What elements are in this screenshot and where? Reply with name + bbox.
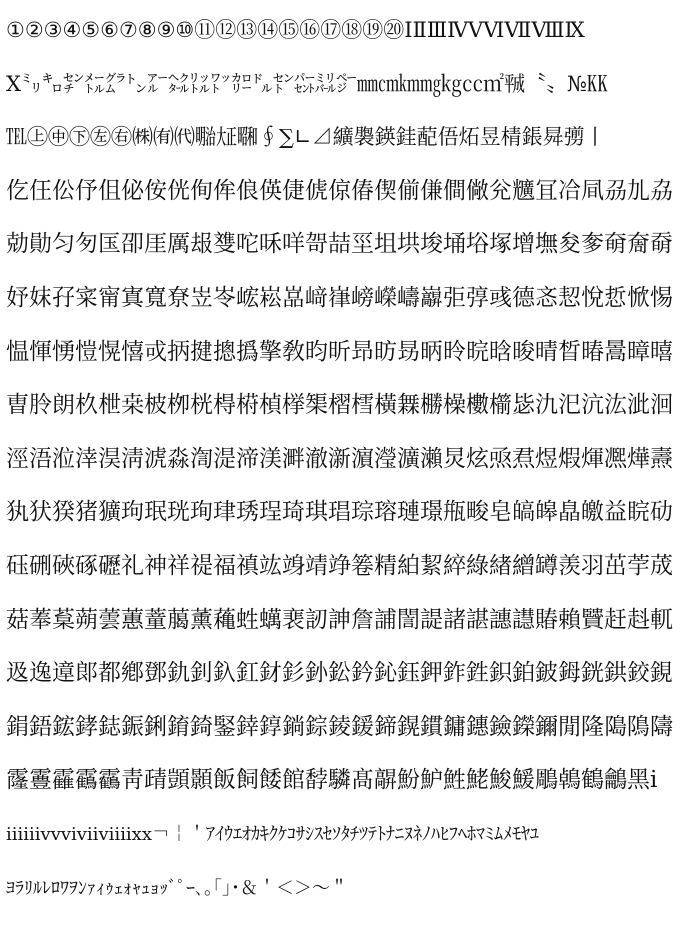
text-line-5: 勀勛匀匇匤卲厓厲叝﨎咜咊咩哿喆坙坥垬埈埇﨏塚增墲夋奓奛奝奣 <box>6 231 673 258</box>
text-line-8: 曺朎朗杦枻桒柀栁桄棏﨓楨﨔榘槢樰橫橆橳橾櫢櫤毖氿汜沆汯泚洄 <box>6 392 673 419</box>
text-line-17: ﾖﾗﾘﾙﾚﾛﾜｦﾝｧｨｩｪｫｬｭｮｯﾞﾟｰ､｡｢｣･＆＇＜＞～＂ <box>6 877 348 899</box>
text-line-4: 仡仼伀伃伹佖侒侊侚侔俍偀倢俿倞偆偰偂傔僴僘兊兤冝冾凬刕劜劦 <box>6 177 673 204</box>
text-line-6: 妤妺孖寀甯寘寬尞岦岺峵崧嵓﨑嵂嵭嶸嶹巐弡弴彧德忞恝悅悊惞惕 <box>6 284 673 311</box>
text-line-2: Ⅹ㍉㌔㌢㍍㌘㌧㌃㌶㍑㍗㌍㌦㌣㌫㍊㌻㎜㎝㎞㎎㎏㏄㎡㍻〝〟№㏍ <box>6 71 608 96</box>
text-line-10: 犱犾猤猪獷玽珉珖珣珒琇珵琦琪琩琮瑢璉璟甁畯皂皜皞皛皦益睆劯 <box>6 499 673 526</box>
text-line-11: 砡硎硤硺礰礼神祥禔福禛竑竧靖竫箞精絈絜綷綠緖繒罇羡羽茁荢荿 <box>6 552 673 579</box>
text-line-15: 霳霻靃靍靏靑靕顗顥飯飼餧館馞驎髙髜魵魲鮏鮱鮻鰀鵰鵫鶴鸙黑ⅰ <box>6 767 658 794</box>
text-line-12: 菇菶葈蒴蕓蕙蕫﨟薰蘒﨡蠇裵訒訷詹誧誾諟諸諶譓譿賰賴贒赶﨣軏 <box>6 606 673 633</box>
text-line-1: ①②③④⑤⑥⑦⑧⑨⑩⑪⑫⑬⑭⑮⑯⑰⑱⑲⑳ⅠⅡⅢⅣⅤⅥⅦⅧⅨ <box>6 18 585 42</box>
text-line-7: 愠惲愑愷愰憘戓抦揵摠撝擎敎昀昕昻昉昮昞昤晥晗晙晴晳暙暠暲暿 <box>6 338 673 365</box>
text-line-16: ⅱⅲⅳⅴⅵⅶⅷⅸⅹ￢￤＇ｱｲｳｴｵｶｷｸｹｺｻｼｽｾｿﾀﾁﾂﾃﾄﾅﾆﾇﾈﾉﾊﾋﾌﾍﾎﾏﾐﾑﾒﾓﾔﾕ <box>6 823 539 845</box>
text-line-3: ℡㊤㊥㊦㊧㊨㈱㈲㈹㍾㍽㍼∮∑∟⊿纊褜鍈銈蓜俉炻昱棈鋹曻彅丨 <box>6 125 606 150</box>
text-line-13: 﨤逸遧郞都鄕鄧釚釗釞釭釮釤釥鈆鈐鈊鈺鉀鈼鉎鉙鉑鈹鉧銧鉷鉸鋧 <box>6 660 673 687</box>
text-line-9: 涇浯涖涬淏淸淲淼渹湜渧渼溿澈澵濵瀅瀇瀨炅炫焏焄煜煆煇凞燁燾 <box>6 445 673 472</box>
text-line-14: 鋗鋙鋐﨧鋕鋠鋓錥錡鋻﨨錞鋿錝錂鍰鍗鎤鏆鏞鏸鐱鑅鑈閒隆﨩隝隯 <box>6 713 673 740</box>
